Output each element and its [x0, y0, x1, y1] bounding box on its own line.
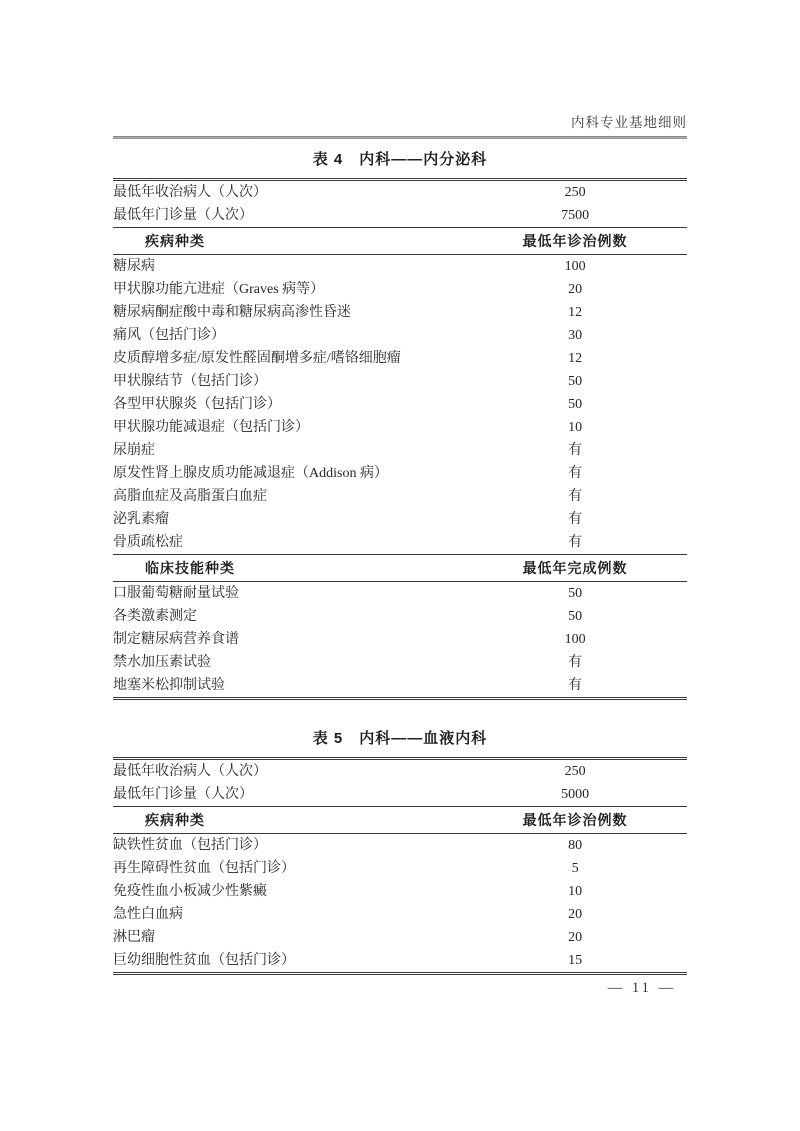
row-label: 皮质醇增多症/原发性醛固酮增多症/嗜铬细胞瘤	[113, 350, 401, 366]
row-label: 急性白血病	[113, 906, 183, 922]
table-data-row	[113, 370, 687, 393]
table-data-row	[113, 462, 687, 485]
row-value: 12	[568, 350, 583, 366]
table-title: 表 4 内科——内分泌科	[312, 151, 488, 168]
row-value: 有	[568, 511, 583, 527]
row-value: 50	[568, 396, 583, 412]
row-value: 有	[568, 488, 583, 504]
table-data-row	[113, 531, 687, 555]
row-value: 有	[568, 534, 583, 550]
row-label: 糖尿病	[113, 258, 155, 274]
row-label: 缺铁性贫血（包括门诊）	[113, 837, 267, 853]
row-value: 100	[564, 631, 586, 647]
row-label: 高脂血症及高脂蛋白血症	[113, 488, 267, 504]
row-value: 30	[568, 327, 583, 343]
table-data-row	[113, 857, 687, 880]
table-data-row	[113, 834, 687, 858]
row-value: 20	[568, 906, 583, 922]
row-label: 泌乳素瘤	[113, 511, 169, 527]
row-label: 甲状腺功能减退症（包括门诊）	[113, 419, 309, 435]
row-label: 淋巴瘤	[113, 929, 155, 945]
table-data-row	[113, 628, 687, 651]
header-rule	[113, 136, 687, 139]
row-label: 免疫性血小板减少性紫癜	[113, 883, 267, 899]
table-data-row	[113, 949, 687, 974]
row-value: 10	[568, 419, 583, 435]
header-title: 内科专业基地细则	[571, 115, 687, 130]
table-data-row	[113, 439, 687, 462]
section-header-label: 疾病种类	[113, 807, 463, 834]
table-data-row	[113, 880, 687, 903]
section-header-value: 最低年诊治例数	[463, 807, 687, 834]
stat-row	[113, 204, 687, 228]
table-data-row	[113, 347, 687, 370]
row-value: 有	[568, 465, 583, 481]
row-value: 7500	[561, 207, 590, 223]
table-data-row	[113, 605, 687, 628]
row-value: 20	[568, 929, 583, 945]
section-header-label: 疾病种类	[113, 228, 463, 255]
row-label: 最低年门诊量（人次）	[113, 786, 253, 802]
table-data-row	[113, 278, 687, 301]
row-value: 12	[568, 304, 583, 320]
table-data-row	[113, 674, 687, 699]
rules-table	[113, 757, 687, 975]
row-value: 5000	[561, 786, 590, 802]
row-label: 再生障碍性贫血（包括门诊）	[113, 860, 295, 876]
table-data-row	[113, 393, 687, 416]
row-label: 口服葡萄糖耐量试验	[113, 585, 239, 601]
stat-row	[113, 759, 687, 784]
row-label: 最低年收治病人（人次）	[113, 184, 267, 200]
page-header	[113, 111, 687, 132]
tables-container	[113, 149, 687, 975]
section-header-row	[113, 555, 687, 582]
row-label: 巨幼细胞性贫血（包括门诊）	[113, 952, 295, 968]
row-label: 甲状腺结节（包括门诊）	[113, 373, 267, 389]
row-value: 5	[571, 860, 579, 876]
row-value: 50	[568, 608, 583, 624]
row-label: 禁水加压素试验	[113, 654, 211, 670]
row-value: 有	[568, 442, 583, 458]
row-label: 制定糖尿病营养食谱	[113, 631, 239, 647]
row-label: 骨质疏松症	[113, 534, 183, 550]
stat-row	[113, 783, 687, 807]
table-data-row	[113, 926, 687, 949]
row-label: 最低年门诊量（人次）	[113, 207, 253, 223]
row-value: 80	[568, 837, 583, 853]
row-label: 地塞米松抑制试验	[113, 677, 225, 693]
rules-table-body	[113, 180, 687, 699]
page-number: — 11 —	[607, 980, 676, 996]
row-value: 15	[568, 952, 583, 968]
rules-table-body	[113, 759, 687, 974]
table-data-row	[113, 903, 687, 926]
table-data-row	[113, 485, 687, 508]
row-value: 有	[568, 677, 583, 693]
row-label: 甲状腺功能亢进症（Graves 病等）	[113, 281, 325, 297]
section-header-value: 最低年诊治例数	[463, 228, 687, 255]
row-label: 尿崩症	[113, 442, 155, 458]
table-data-row	[113, 301, 687, 324]
rules-table-section	[113, 728, 687, 975]
table-data-row	[113, 255, 687, 279]
row-label: 糖尿病酮症酸中毒和糖尿病高渗性昏迷	[113, 304, 351, 320]
table-data-row	[113, 582, 687, 606]
row-label: 各型甲状腺炎（包括门诊）	[113, 396, 281, 412]
stat-row	[113, 180, 687, 205]
section-header-label: 临床技能种类	[113, 555, 463, 582]
row-value: 20	[568, 281, 583, 297]
table-data-row	[113, 651, 687, 674]
row-label: 最低年收治病人（人次）	[113, 763, 267, 779]
table-data-row	[113, 324, 687, 347]
rules-table-section	[113, 149, 687, 700]
row-value: 10	[568, 883, 583, 899]
row-value: 250	[564, 763, 586, 779]
rules-table	[113, 178, 687, 700]
row-value: 50	[568, 585, 583, 601]
table-data-row	[113, 416, 687, 439]
table-data-row	[113, 508, 687, 531]
row-value: 50	[568, 373, 583, 389]
table-title: 表 5 内科——血液内科	[312, 730, 488, 747]
section-header-row	[113, 807, 687, 834]
row-label: 痛风（包括门诊）	[113, 327, 225, 343]
section-header-value: 最低年完成例数	[463, 555, 687, 582]
row-value: 250	[564, 184, 586, 200]
row-value: 100	[564, 258, 586, 274]
row-value: 有	[568, 654, 583, 670]
row-label: 各类激素测定	[113, 608, 197, 624]
section-header-row	[113, 228, 687, 255]
row-label: 原发性肾上腺皮质功能减退症（Addison 病）	[113, 465, 388, 481]
